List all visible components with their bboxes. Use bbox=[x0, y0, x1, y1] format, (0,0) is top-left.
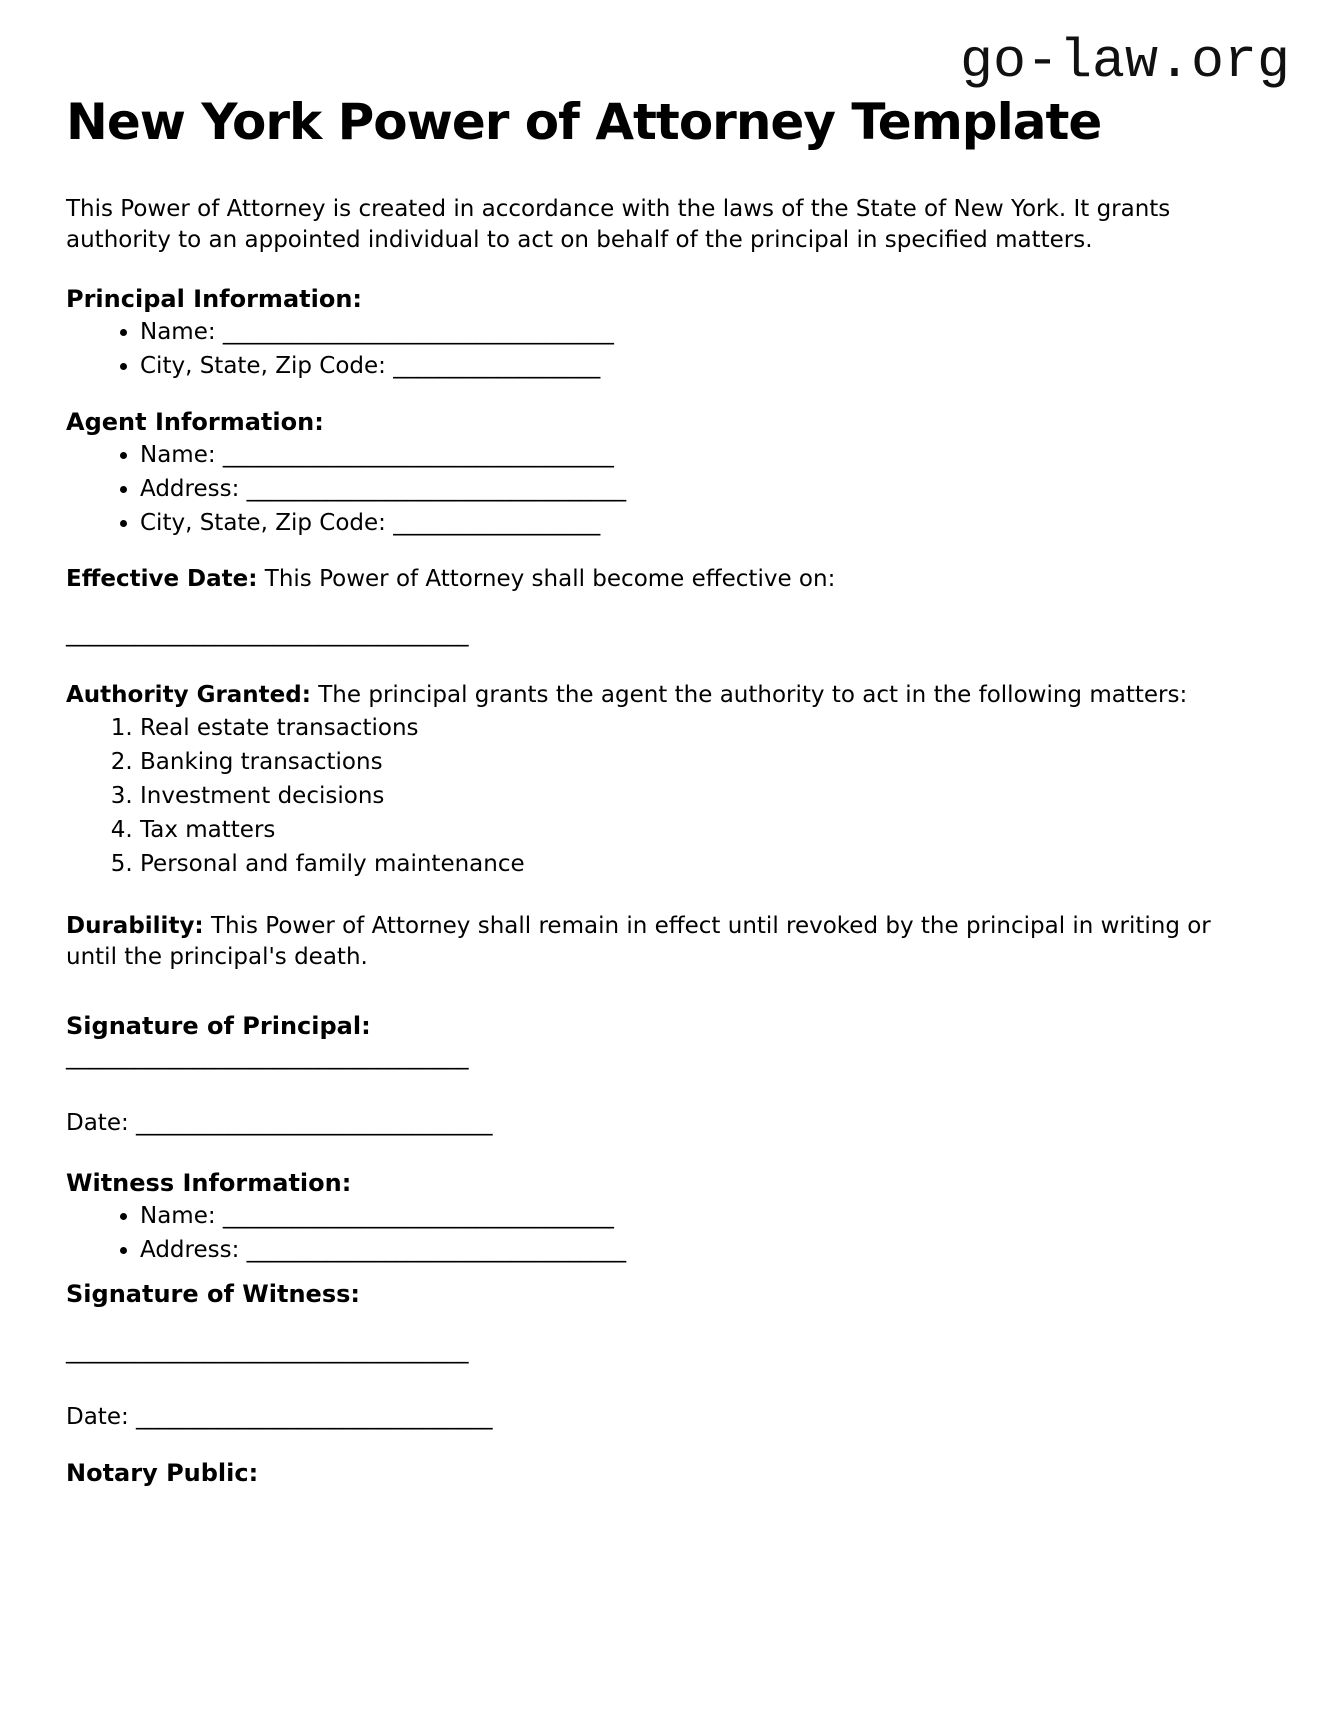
principal-fields-list bbox=[66, 315, 1265, 383]
field-label: City, State, Zip Code: bbox=[140, 510, 386, 536]
authority-paragraph bbox=[66, 680, 1216, 711]
field-label: Name: bbox=[140, 442, 216, 468]
field-witness-name bbox=[140, 1199, 1265, 1233]
durability-paragraph bbox=[66, 911, 1216, 973]
date-label: Date: bbox=[66, 1404, 129, 1430]
intro-paragraph: This Power of Attorney is created in accordance with the laws of the State of New York. It grants authority to an appointed individual to act on behalf of the principal in specified matters. bbox=[66, 196, 1171, 253]
notary-heading: Notary Public: bbox=[66, 1459, 259, 1487]
principal-signature-heading: Signature of Principal: bbox=[66, 1012, 371, 1040]
witness-section-heading: Witness Information: bbox=[66, 1169, 352, 1197]
field-blank-line: __________________ bbox=[393, 353, 601, 379]
field-agent-address bbox=[140, 472, 1265, 506]
field-blank-line: __________________ bbox=[393, 510, 601, 536]
field-label: City, State, Zip Code: bbox=[140, 353, 386, 379]
field-label: Name: bbox=[140, 1203, 216, 1229]
date-label: Date: bbox=[66, 1110, 129, 1136]
field-principal-city-state-zip bbox=[140, 349, 1265, 383]
effective-date-label: Effective Date: bbox=[66, 566, 258, 592]
document-title: New York Power of Attorney Template bbox=[66, 93, 1102, 151]
authority-list bbox=[66, 711, 1265, 881]
authority-item-personal-family: 5. Personal and family maintenance bbox=[140, 847, 1265, 881]
authority-item-tax: 4. Tax matters bbox=[140, 813, 1265, 847]
field-blank-line: __________________________________ bbox=[222, 1203, 614, 1229]
principal-section-heading: Principal Information: bbox=[66, 285, 363, 313]
authority-text: The principal grants the agent the authority to act in the following matters: bbox=[318, 682, 1188, 708]
field-witness-address bbox=[140, 1233, 1265, 1267]
authority-item-banking: 2. Banking transactions bbox=[140, 745, 1265, 779]
principal-signature-line: ___________________________________ bbox=[66, 1044, 469, 1070]
effective-date-text: This Power of Attorney shall become effective on: bbox=[264, 566, 836, 592]
field-label: Address: bbox=[140, 476, 240, 502]
authority-label: Authority Granted: bbox=[66, 682, 311, 708]
authority-item-real-estate: 1. Real estate transactions bbox=[140, 711, 1265, 745]
site-logo: go-law.org bbox=[959, 30, 1290, 93]
field-blank-line: _________________________________ bbox=[246, 476, 627, 502]
field-label: Address: bbox=[140, 1237, 240, 1263]
field-blank-line: __________________________________ bbox=[222, 319, 614, 345]
principal-signature-date-row bbox=[66, 1108, 1216, 1139]
effective-date-paragraph bbox=[66, 564, 1216, 595]
authority-item-investment: 3. Investment decisions bbox=[140, 779, 1265, 813]
agent-section-heading: Agent Information: bbox=[66, 408, 324, 436]
witness-fields-list bbox=[66, 1199, 1265, 1267]
witness-signature-date-row bbox=[66, 1402, 1216, 1433]
field-blank-line: __________________________________ bbox=[222, 442, 614, 468]
agent-fields-list bbox=[66, 438, 1265, 540]
field-agent-city-state-zip bbox=[140, 506, 1265, 540]
date-blank-line: _______________________________ bbox=[136, 1110, 493, 1136]
witness-signature-heading: Signature of Witness: bbox=[66, 1280, 360, 1308]
field-principal-name bbox=[140, 315, 1265, 349]
field-blank-line: _________________________________ bbox=[246, 1237, 627, 1263]
field-label: Name: bbox=[140, 319, 216, 345]
field-agent-name bbox=[140, 438, 1265, 472]
date-blank-line: _______________________________ bbox=[136, 1404, 493, 1430]
witness-signature-line: ___________________________________ bbox=[66, 1338, 469, 1364]
durability-label: Durability: bbox=[66, 913, 204, 939]
effective-date-blank-line: ___________________________________ bbox=[66, 621, 469, 647]
durability-text: This Power of Attorney shall remain in effect until revoked by the principal in writing or until the principal's death. bbox=[66, 913, 1211, 970]
